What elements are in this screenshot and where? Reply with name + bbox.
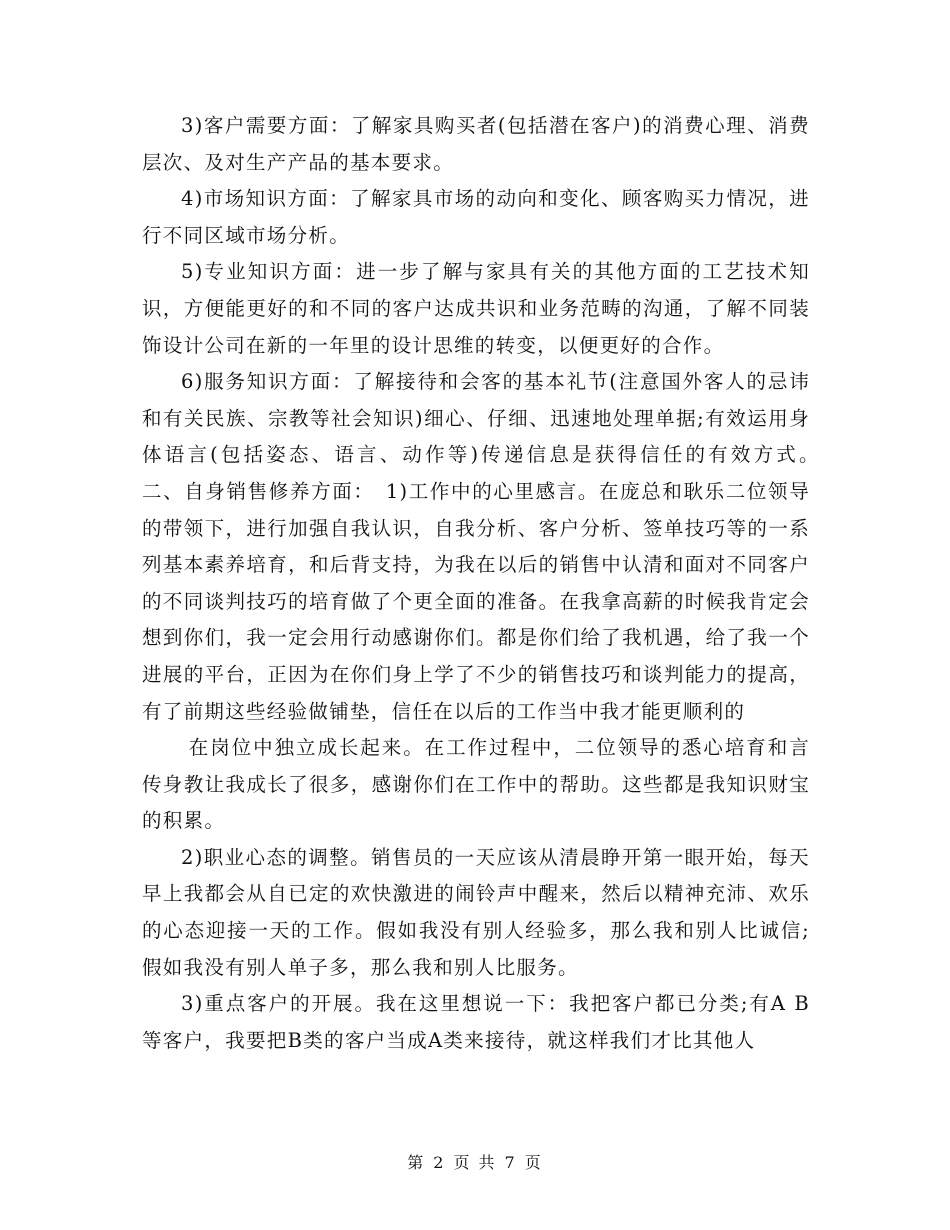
footer-mid: 页 共 xyxy=(453,1153,497,1172)
paragraph-key-customers: 3)重点客户的开展。我在这里想说一下：我把客户都已分类;有A B 等客户，我要把B类的客户当成A类来接待，就这样我们才比其他人 xyxy=(142,992,810,1052)
footer-suffix: 页 xyxy=(524,1153,543,1172)
paragraph-service-knowledge: 6)服务知识方面：了解接待和会客的基本礼节(注意国外客人的忌讳和有关民族、宗教等社会知识)细心、仔细、迅速地处理单据;有效运用身体语言(包括姿态、语言、动作等)传递信息是获得信任的有效方式。 二、自身销售修养方面： 1)工作中的心里感言。在庞总和耿乐二位领导的带领下，进行加强自我认识，自我分析、客户分析、签单技巧等的一系列基本素养培育，和后背支持，为我在以后的销售中认清和面对不同客户的不同谈判技巧的培育做了个更全面的准备。在我拿高薪的时候我肯定会想到你们，我一定会用行动感谢你们。都是你们给了我机遇，给了我一个进展的平台，正因为在你们身上学了不少的销售技巧和谈判能力的提高，有了前期这些经验做铺垫，信任在以后的工作当中我才能更顺利的 xyxy=(142,370,831,723)
paragraph-customer-needs: 3)客户需要方面：了解家具购买者(包括潜在客户)的消费心理、消费层次、及对生产产品的基本要求。 xyxy=(142,114,810,174)
paragraph-career-mindset: 2)职业心态的调整。销售员的一天应该从清晨睁开第一眼开始，每天早上我都会从自已定的欢快激进的闹铃声中醒来，然后以精神充沛、欢乐的心态迎接一天的工作。假如我没有别人经验多，那么我和别人比诚信;假如我没有别人单子多，那么我和别人比服务。 xyxy=(142,845,810,979)
footer-total-pages: 7 xyxy=(504,1153,517,1172)
paragraph-professional-knowledge: 5)专业知识方面：进一步了解与家具有关的其他方面的工艺技术知识，方便能更好的和不同的客户达成共识和业务范畴的沟通，了解不同装饰设计公司在新的一年里的设计思维的转变，以便更好的合作。 xyxy=(142,260,810,357)
page-footer xyxy=(0,1150,950,1173)
paragraph-market-knowledge: 4)市场知识方面：了解家具市场的动向和变化、顾客购买力情况，进行不同区域市场分析。 xyxy=(142,187,810,247)
footer-prefix: 第 xyxy=(407,1153,426,1172)
footer-current-page: 2 xyxy=(433,1153,446,1172)
document-body xyxy=(142,108,831,1059)
paragraph-growth-continuation: 在岗位中独立成长起来。在工作过程中，二位领导的悉心培育和言传身教让我成长了很多，感谢你们在工作中的帮助。这些都是我知识财宝的积累。 xyxy=(142,736,810,833)
